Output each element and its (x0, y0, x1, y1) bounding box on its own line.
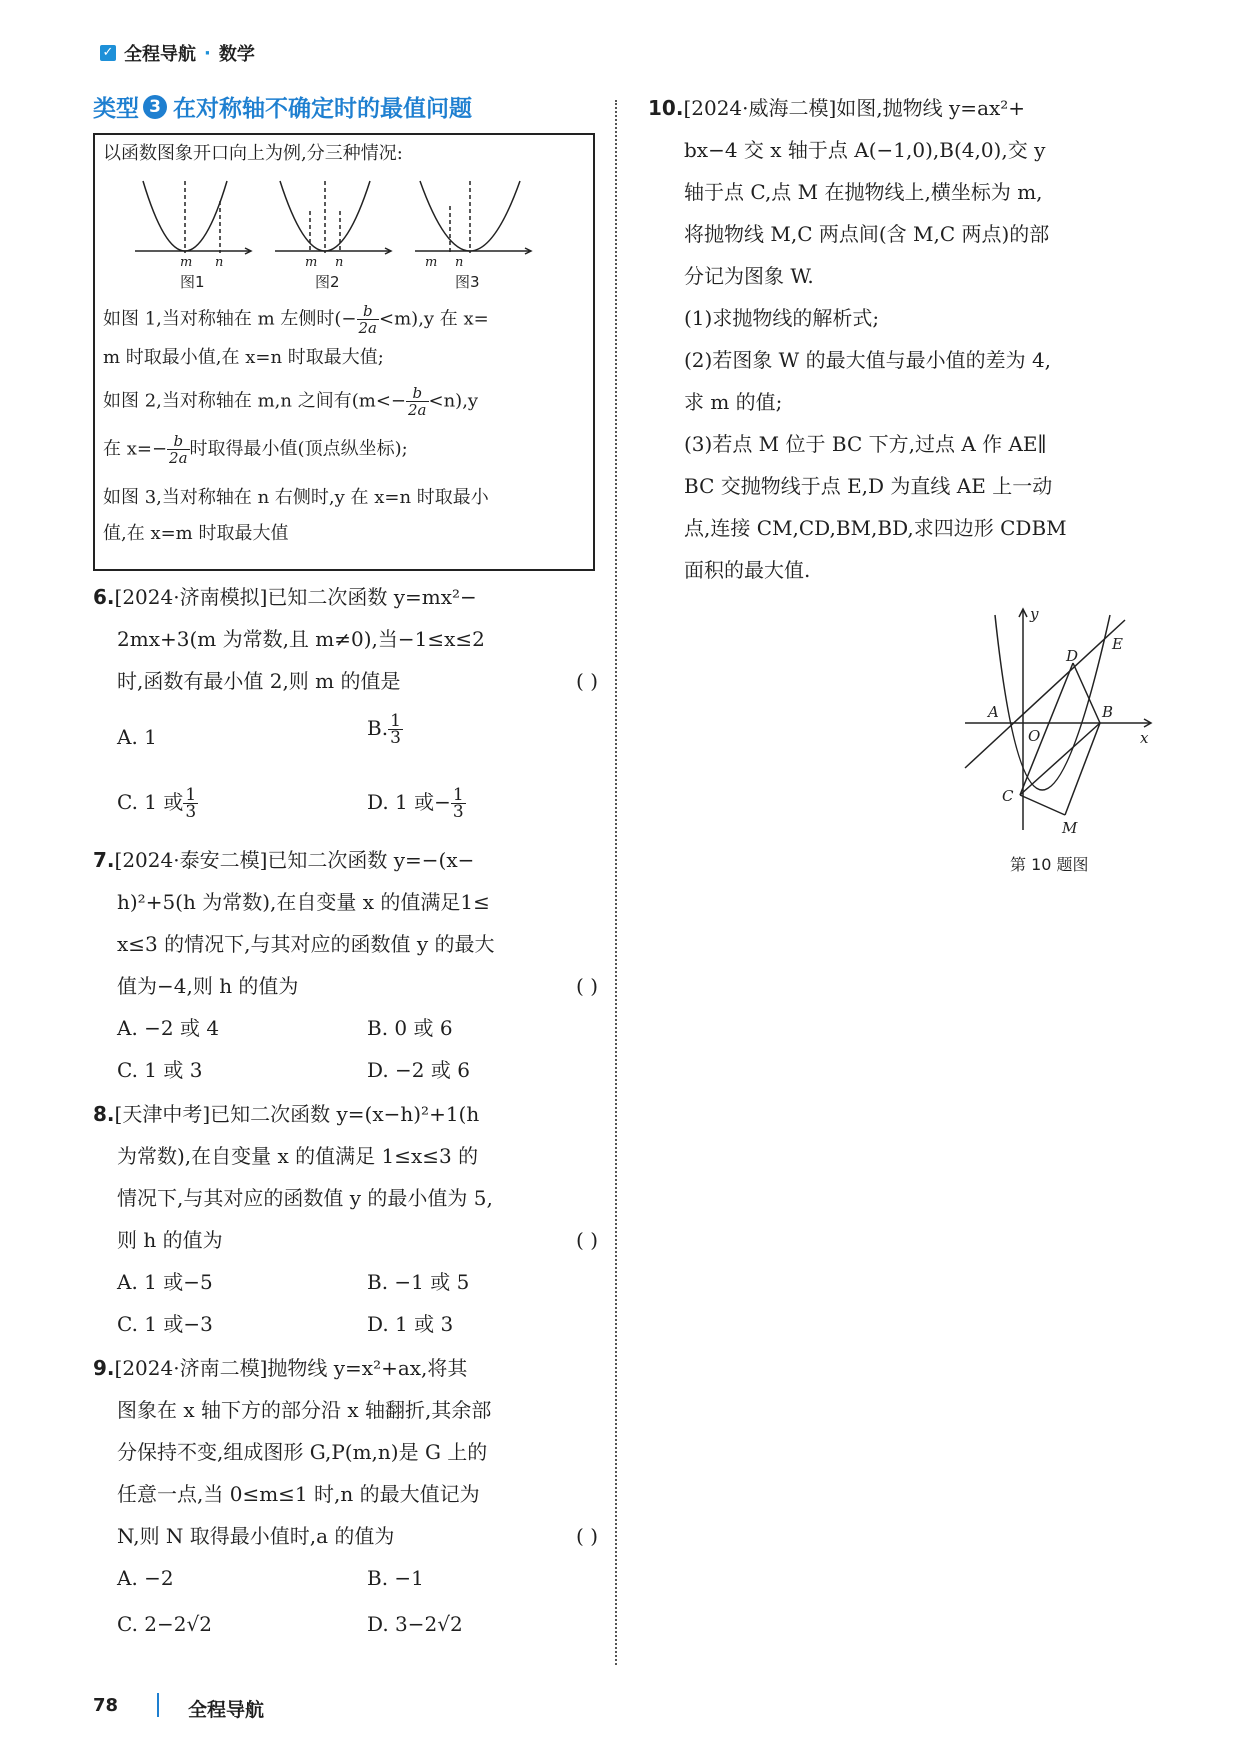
box-case2-line2: 在 x=− $\frac{b}{2a}$ 时取得最小值(顶点纵坐标); (103, 432, 408, 467)
column-divider (615, 100, 617, 1665)
box-case3-line2: 值,在 x=m 时取最大值 (103, 523, 289, 544)
header-subject: 数学 (218, 44, 255, 65)
fig1-n-label: n (215, 255, 224, 270)
q9-option-c: C. 2−2√2 (117, 1612, 212, 1636)
question-10 (648, 96, 1158, 582)
q6-number: 6. (93, 585, 115, 609)
footer-book-title: 全程导航 (188, 1699, 265, 1721)
method-box (93, 133, 595, 571)
label-b: B (1102, 703, 1114, 721)
q7-line4: 值为−4,则 h 的值为 ( ) (117, 974, 598, 998)
label-d: D (1066, 647, 1079, 665)
q10-part3-line1: (3)若点 M 位于 BC 下方,过点 A 作 AE∥ (684, 432, 1047, 456)
fig3-n-label: n (455, 255, 464, 270)
q7-option-b: B. 0 或 6 (367, 1016, 453, 1040)
q10-line5: 分记为图象 W. (684, 264, 814, 288)
q10-figure-caption: 第 10 题图 (1010, 855, 1089, 874)
section-prefix: 类型 (93, 96, 139, 122)
q8-line2: 为常数),在自变量 x 的值满足 1≤x≤3 的 (117, 1144, 479, 1168)
q9-line5: N,则 N 取得最小值时,a 的值为 ( ) (117, 1524, 598, 1548)
q8-line3: 情况下,与其对应的函数值 y 的最小值为 5, (117, 1186, 493, 1210)
q6-option-a: A. 1 (117, 725, 157, 749)
q7-number: 7. (93, 848, 115, 872)
q6-answer-blank: ( ) (576, 669, 598, 693)
parabola (995, 615, 1110, 790)
q9-option-d: D. 3−2√2 (367, 1612, 463, 1636)
label-m: M (1062, 819, 1078, 835)
box-case3-line1: 如图 3,当对称轴在 n 右侧时,y 在 x=n 时取最小 (103, 487, 489, 508)
q10-part3-line3: 点,连接 CM,CD,BM,BD,求四边形 CDBM (684, 516, 1067, 540)
question-9 (93, 1356, 598, 1636)
q8-line1: [天津中考]已知二次函数 y=(x−h)²+1(h (114, 1102, 480, 1126)
q6-line2: 2mx+3(m 为常数,且 m≠0),当−1≤x≤2 (117, 627, 485, 651)
label-x: x (1140, 729, 1149, 747)
label-a: A (988, 703, 999, 721)
q8-option-d: D. 1 或 3 (367, 1312, 454, 1336)
line-ae (965, 620, 1125, 768)
fig2-caption: 图2 (315, 273, 340, 291)
q7-options-row2 (117, 1058, 598, 1082)
q7-options-row1 (117, 1016, 598, 1040)
box-intro: 以函数图象开口向上为例,分三种情况: (103, 143, 403, 164)
q7-option-d: D. −2 或 6 (367, 1058, 470, 1082)
q7-option-c: C. 1 或 3 (117, 1058, 203, 1082)
q10-line1: [2024·威海二模]如图,抛物线 y=ax²+ (683, 96, 1026, 120)
q7-option-a: A. −2 或 4 (117, 1016, 220, 1040)
box-case1-line2: m 时取最小值,在 x=n 时取最大值; (103, 347, 384, 368)
fig1-caption: 图1 (180, 273, 205, 291)
fig2-m-label: m (305, 255, 318, 270)
q6-line1: [2024·济南模拟]已知二次函数 y=mx²− (114, 585, 477, 609)
q8-options-row1 (117, 1270, 598, 1294)
q8-answer-blank: ( ) (576, 1228, 598, 1252)
q10-line3: 轴于点 C,点 M 在抛物线上,横坐标为 m, (684, 180, 1043, 204)
q7-line2: h)²+5(h 为常数),在自变量 x 的值满足1≤ (117, 890, 490, 914)
q9-number: 9. (93, 1356, 115, 1380)
q7-line3: x≤3 的情况下,与其对应的函数值 y 的最大 (117, 932, 495, 956)
q10-part1: (1)求抛物线的解析式; (684, 306, 880, 330)
question-7 (93, 848, 598, 1082)
q10-part3-line2: BC 交抛物线于点 E,D 为直线 AE 上一动 (684, 474, 1053, 498)
q9-options-row2 (117, 1612, 598, 1636)
question-8 (93, 1102, 598, 1336)
q9-options-row1 (117, 1566, 598, 1590)
q6-options-row1 (117, 711, 598, 755)
page-header (100, 40, 255, 66)
section-title-text: 在对称轴不确定时的最值问题 (173, 96, 472, 122)
q6-line3: 时,函数有最小值 2,则 m 的值是 ( ) (117, 669, 598, 693)
q9-option-a: A. −2 (117, 1566, 174, 1590)
header-book: 全程导航 (124, 44, 196, 65)
footer-divider (157, 1693, 159, 1717)
line-bm (1065, 723, 1100, 815)
q8-option-b: B. −1 或 5 (367, 1270, 470, 1294)
box-case2-line1: 如图 2,当对称轴在 m,n 之间有(m<− $\frac{b}{2a}$ <n),y (103, 384, 479, 419)
fig1-m-label: m (180, 255, 193, 270)
q9-line3: 分保持不变,组成图形 G,P(m,n)是 G 上的 (117, 1440, 488, 1464)
q10-number: 10. (648, 96, 684, 120)
q9-option-b: B. −1 (367, 1566, 424, 1590)
q9-line1: [2024·济南二模]抛物线 y=x²+ax,将其 (114, 1356, 468, 1380)
q8-option-c: C. 1 或−3 (117, 1312, 213, 1336)
q7-line1: [2024·泰安二模]已知二次函数 y=−(x− (114, 848, 475, 872)
q6-option-c: C. 1 或 $\frac{1}{3}$ (117, 785, 197, 822)
section-number-badge: 3 (143, 95, 167, 119)
fig3-m-label: m (425, 255, 438, 270)
q10-line2: bx−4 交 x 轴于点 A(−1,0),B(4,0),交 y (684, 138, 1046, 162)
q7-answer-blank: ( ) (576, 974, 598, 998)
label-c: C (1002, 787, 1014, 805)
q10-line4: 将抛物线 M,C 两点间(含 M,C 两点)的部 (684, 222, 1050, 246)
q6-option-b: B. $\frac{1}{3}$ (367, 711, 401, 748)
section-title (93, 90, 472, 123)
q9-line2: 图象在 x 轴下方的部分沿 x 轴翻折,其余部 (117, 1398, 492, 1422)
check-icon: ✓ (100, 45, 116, 61)
box-case1-line1: 如图 1,当对称轴在 m 左侧时(− $\frac{b}{2a}$ <m),y 在 x= (103, 302, 489, 337)
q9-answer-blank: ( ) (576, 1524, 598, 1548)
q10-part2-line1: (2)若图象 W 的最大值与最小值的差为 4, (684, 348, 1052, 372)
q10-part2-line2: 求 m 的值; (684, 390, 783, 414)
question-6 (93, 585, 598, 825)
q6-option-d: D. 1 或− $\frac{1}{3}$ (367, 785, 464, 822)
label-y: y (1030, 605, 1039, 623)
q10-part3-line4: 面积的最大值. (684, 558, 811, 582)
q10-figure (960, 605, 1160, 835)
fig2-n-label: n (335, 255, 344, 270)
header-separator: · (204, 42, 211, 64)
page-number: 78 (93, 1695, 119, 1716)
label-e: E (1112, 635, 1123, 653)
q8-line4: 则 h 的值为 ( ) (117, 1228, 598, 1252)
q8-option-a: A. 1 或−5 (117, 1270, 213, 1294)
q8-options-row2 (117, 1312, 598, 1336)
q9-line4: 任意一点,当 0≤m≤1 时,n 的最大值记为 (117, 1482, 480, 1506)
q8-number: 8. (93, 1102, 115, 1126)
line-cm (1020, 795, 1065, 815)
q6-options-row2 (117, 785, 598, 825)
label-o: O (1028, 727, 1041, 745)
three-parabola-figures (125, 171, 565, 283)
fig3-caption: 图3 (455, 273, 480, 291)
